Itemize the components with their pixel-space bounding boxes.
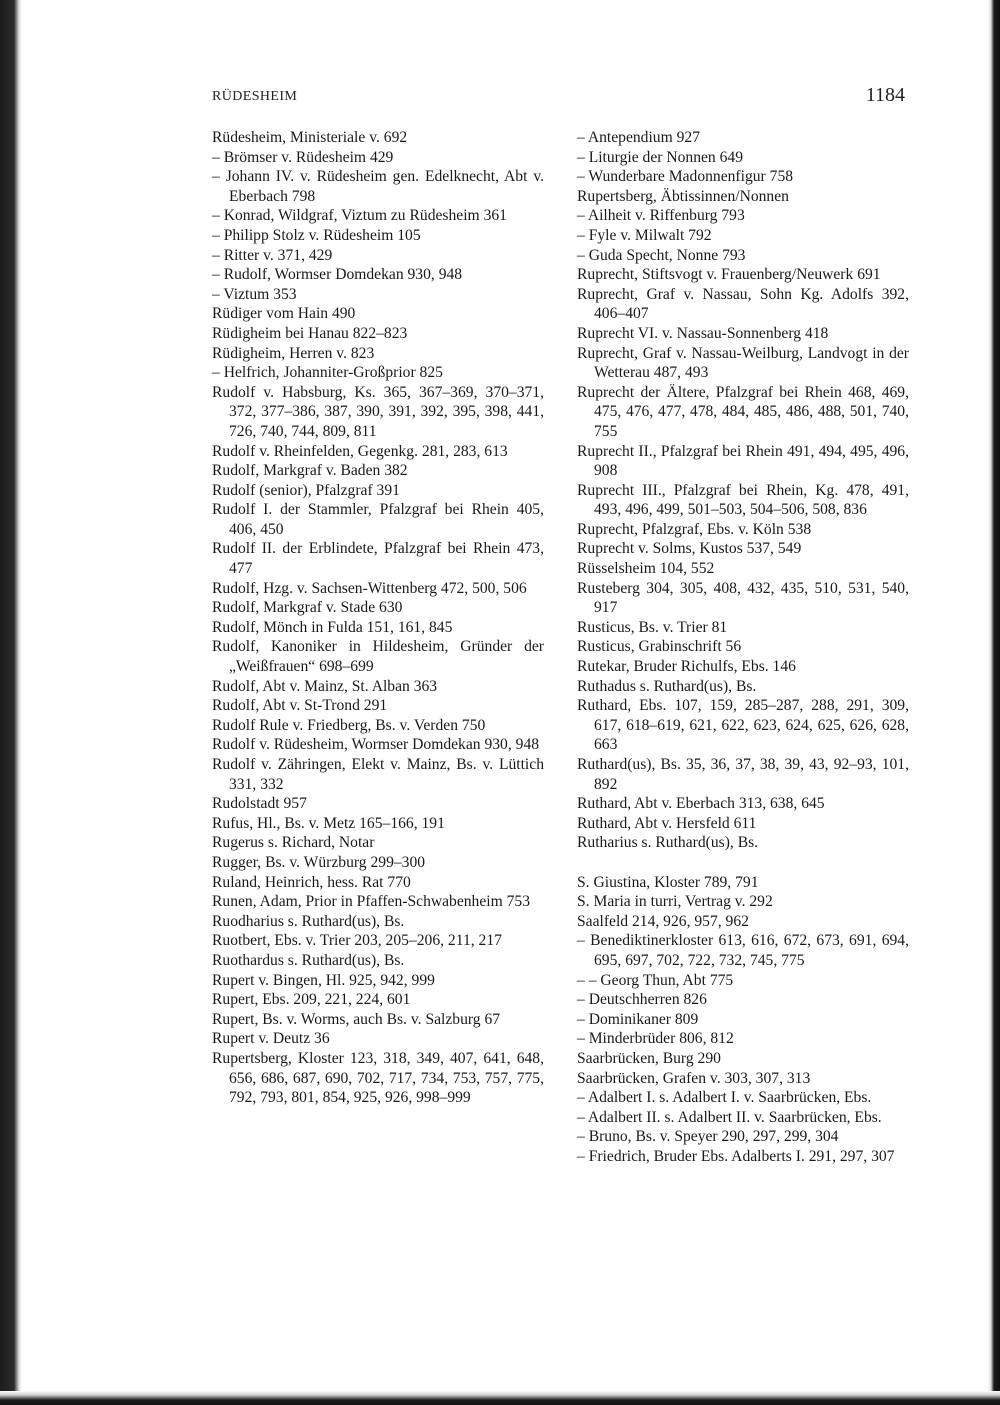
index-entry: Rupert v. Bingen, Hl. 925, 942, 999 xyxy=(212,971,435,989)
index-entry: – Viztum 353 xyxy=(212,285,297,303)
index-entry: Saarbrücken, Burg 290 xyxy=(577,1049,721,1067)
index-entry: – Helfrich, Johanniter-Großprior 825 xyxy=(212,364,443,382)
index-entry: Rudolf v. Zähringen, Elekt v. Mainz, Bs. v. Lüttich 331, 332 xyxy=(212,756,544,793)
index-column-right xyxy=(577,128,909,1166)
index-entry: Rudolf, Markgraf v. Baden 382 xyxy=(212,462,408,480)
index-entry: – Deutschherren 826 xyxy=(577,991,707,1009)
index-entry: Rupert v. Deutz 36 xyxy=(212,1030,330,1048)
index-entry: Rudolf v. Rüdesheim, Wormser Domdekan 930, 948 xyxy=(212,736,540,754)
index-entry: Ruprecht III., Pfalzgraf bei Rhein, Kg. 478, 491, 493, 496, 499, 501–503, 504–506, 508, 836 xyxy=(577,481,909,519)
index-entry: Ruprecht, Stiftsvogt v. Frauenberg/Neuwerk 691 xyxy=(577,266,881,284)
index-entry: Saalfeld 214, 926, 957, 962 xyxy=(577,912,749,930)
index-entry: Rüdigheim bei Hanau 822–823 xyxy=(212,324,408,342)
index-entry: Ruprecht II., Pfalzgraf bei Rhein 491, 494, 495, 496, 908 xyxy=(577,442,909,480)
index-entry: – Konrad, Wildgraf, Viztum zu Rüdesheim 361 xyxy=(212,207,507,225)
scan-border-left xyxy=(0,0,22,1405)
index-entry: Ruprecht, Graf v. Nassau-Weilburg, Landvogt in der Wetterau 487, 493 xyxy=(577,344,909,382)
index-entry: S. Giustina, Kloster 789, 791 xyxy=(577,873,759,891)
index-column-left xyxy=(212,128,544,1108)
index-entry: – Friedrich, Bruder Ebs. Adalberts I. 291, 297, 307 xyxy=(577,1147,895,1165)
index-entry: Saarbrücken, Grafen v. 303, 307, 313 xyxy=(577,1069,811,1087)
section-gap xyxy=(577,853,909,873)
index-entry: Rusticus, Grabinschrift 56 xyxy=(577,638,742,656)
index-entry: Ruprecht v. Solms, Kustos 537, 549 xyxy=(577,540,802,558)
index-entry: Rudolf II. der Erblindete, Pfalzgraf bei Rhein 473, 477 xyxy=(212,540,544,578)
index-entry: Rüdigheim, Herren v. 823 xyxy=(212,344,375,362)
index-entry: – Bruno, Bs. v. Speyer 290, 297, 299, 304 xyxy=(577,1128,839,1146)
index-entry: Rutekar, Bruder Richulfs, Ebs. 146 xyxy=(577,658,796,676)
index-entry: Rupertsberg, Kloster 123, 318, 349, 407, 641, 648, 656, 686, 687, 690, 702, 717, 734, 753, 757, 775, 792, 793, 801, 854, 925, 926, 998–999 xyxy=(212,1049,544,1107)
index-entry: Rutharius s. Ruthard(us), Bs. xyxy=(577,834,759,852)
index-entry: Rupert, Ebs. 209, 221, 224, 601 xyxy=(212,991,411,1009)
index-entry: Rudolf v. Rheinfelden, Gegenkg. 281, 283, 613 xyxy=(212,442,508,460)
index-entry: – Minderbrüder 806, 812 xyxy=(577,1030,734,1048)
index-entry: Rudolf v. Habsburg, Ks. 365, 367–369, 370–371, 372, 377–386, 387, 390, 391, 392, 395, 398, 441, 726, 740, 744, 809, 811 xyxy=(212,383,544,440)
index-entry: Ruthard, Abt v. Eberbach 313, 638, 645 xyxy=(577,795,825,813)
index-entry: Rudolstadt 957 xyxy=(212,795,307,813)
index-entry: Rudolf I. der Stammler, Pfalzgraf bei Rhein 405, 406, 450 xyxy=(212,501,544,538)
index-entry: Rüdesheim, Ministeriale v. 692 xyxy=(212,129,408,146)
index-entry: Rudolf, Markgraf v. Stade 630 xyxy=(212,599,403,617)
index-entry: Ruthard(us), Bs. 35, 36, 37, 38, 39, 43, 92–93, 101, 892 xyxy=(577,756,909,793)
index-entry: S. Maria in turri, Vertrag v. 292 xyxy=(577,893,773,911)
scan-border-bottom xyxy=(0,1391,1000,1405)
index-entry: – Philipp Stolz v. Rüdesheim 105 xyxy=(212,226,421,244)
index-entry: Ruodharius s. Ruthard(us), Bs. xyxy=(212,912,405,930)
index-entry: – Guda Specht, Nonne 793 xyxy=(577,246,746,264)
index-entry: Ruotbert, Ebs. v. Trier 203, 205–206, 211, 217 xyxy=(212,932,502,950)
index-entry: – Liturgie der Nonnen 649 xyxy=(577,148,744,166)
index-entry: Rüdiger vom Hain 490 xyxy=(212,305,356,323)
index-entry: – Fyle v. Milwalt 792 xyxy=(577,226,712,244)
index-entry: – Rudolf, Wormser Domdekan 930, 948 xyxy=(212,266,463,284)
index-entry: Ruothardus s. Ruthard(us), Bs. xyxy=(212,951,405,969)
index-entry: Rugger, Bs. v. Würzburg 299–300 xyxy=(212,853,426,871)
index-entry: – Ritter v. 371, 429 xyxy=(212,246,333,264)
index-entry: – Johann IV. v. Rüdesheim gen. Edelknecht, Abt v. Eberbach 798 xyxy=(212,168,544,205)
index-entry: – Benediktinerkloster 613, 616, 672, 673, 691, 694, 695, 697, 702, 722, 732, 745, 775 xyxy=(577,932,909,969)
index-entry: Runen, Adam, Prior in Pfaffen-Schwabenheim 753 xyxy=(212,893,531,911)
index-entry: – Ailheit v. Riffenburg 793 xyxy=(577,207,745,225)
index-entry: – – Georg Thun, Abt 775 xyxy=(577,971,734,989)
index-entry: Rugerus s. Richard, Notar xyxy=(212,834,375,852)
index-entry: – Dominikaner 809 xyxy=(577,1010,699,1028)
index-entry: Rupertsberg, Äbtissinnen/Nonnen xyxy=(577,187,789,205)
index-entry: Ruthard, Abt v. Hersfeld 611 xyxy=(577,814,757,832)
index-entry: Rupert, Bs. v. Worms, auch Bs. v. Salzburg 67 xyxy=(212,1010,501,1028)
page-number: 1184 xyxy=(865,84,905,106)
index-entry: Rusteberg 304, 305, 408, 432, 435, 510, 531, 540, 917 xyxy=(577,579,909,617)
index-entry: – Adalbert I. s. Adalbert I. v. Saarbrücken, Ebs. xyxy=(577,1089,872,1107)
index-entry: Rüsselsheim 104, 552 xyxy=(577,560,715,578)
index-entry: Ruthadus s. Ruthard(us), Bs. xyxy=(577,677,757,695)
index-entry: Ruthard, Ebs. 107, 159, 285–287, 288, 291, 309, 617, 618–619, 621, 622, 623, 624, 625, 626, 628, 663 xyxy=(577,697,909,754)
index-entry: Ruprecht der Ältere, Pfalzgraf bei Rhein 468, 469, 475, 476, 477, 478, 484, 485, 486, 488, 501, 740, 755 xyxy=(577,383,909,440)
index-entry: Rusticus, Bs. v. Trier 81 xyxy=(577,618,728,636)
index-entry: Ruprecht, Graf v. Nassau, Sohn Kg. Adolfs 392, 406–407 xyxy=(577,285,909,323)
index-entry: Ruprecht, Pfalzgraf, Ebs. v. Köln 538 xyxy=(577,520,812,538)
index-entry: Rudolf, Abt v. St-Trond 291 xyxy=(212,697,388,715)
index-entry: Ruland, Heinrich, hess. Rat 770 xyxy=(212,873,411,891)
index-entry: Rudolf, Abt v. Mainz, St. Alban 363 xyxy=(212,677,438,695)
index-entry: Rudolf Rule v. Friedberg, Bs. v. Verden 750 xyxy=(212,716,486,734)
scan-border-right xyxy=(988,0,1000,1405)
index-entry: – Adalbert II. s. Adalbert II. v. Saarbrücken, Ebs. xyxy=(577,1108,882,1126)
index-entry: Rudolf, Hzg. v. Sachsen-Wittenberg 472, 500, 506 xyxy=(212,579,527,597)
index-entry: Rudolf, Kanoniker in Hildesheim, Gründer der „Weißfrauen“ 698–699 xyxy=(212,638,544,676)
index-entry: – Antependium 927 xyxy=(577,129,701,146)
index-entry: Ruprecht VI. v. Nassau-Sonnenberg 418 xyxy=(577,324,829,342)
index-entry: Rudolf (senior), Pfalzgraf 391 xyxy=(212,481,400,499)
running-head: RÜDESHEIM xyxy=(212,89,298,104)
index-entry: Rudolf, Mönch in Fulda 151, 161, 845 xyxy=(212,618,453,636)
index-entry: Rufus, Hl., Bs. v. Metz 165–166, 191 xyxy=(212,814,445,832)
index-entry: – Wunderbare Madonnenfigur 758 xyxy=(577,168,794,186)
index-entry: – Brömser v. Rüdesheim 429 xyxy=(212,148,394,166)
